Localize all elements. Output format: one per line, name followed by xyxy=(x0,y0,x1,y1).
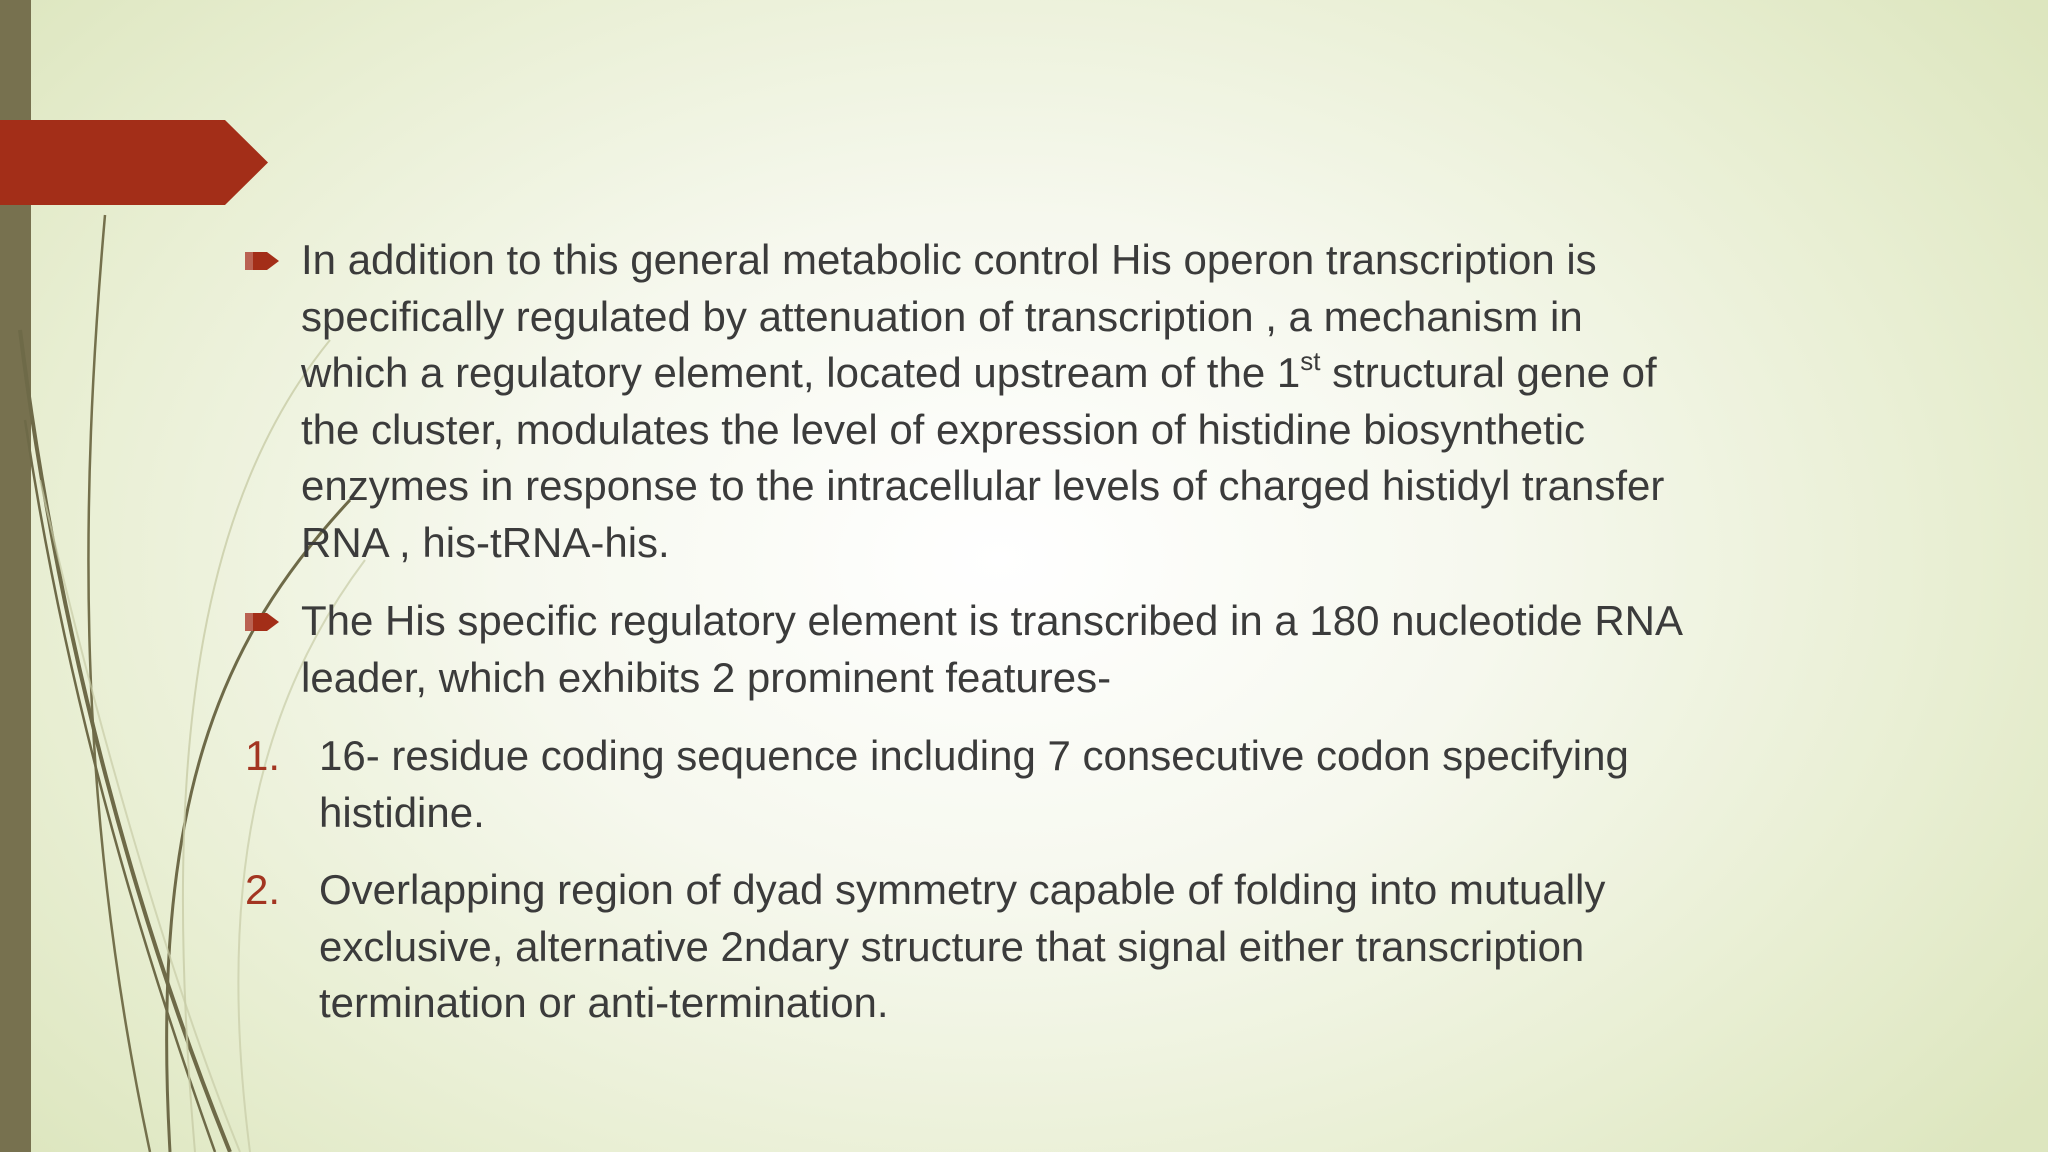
bullet-line: The His specific regulatory element is transcribed in a 180 nucleotide RNA xyxy=(301,597,1684,644)
arrow-bullet-icon xyxy=(245,611,281,633)
bullet-item xyxy=(245,232,1885,571)
bullet-item xyxy=(245,593,1885,706)
slide-body xyxy=(245,232,1885,1053)
item-number: 1. xyxy=(245,732,281,779)
bullet-line: the cluster, modulates the level of expression of histidine biosynthetic xyxy=(301,405,1586,453)
numbered-line: termination or anti-termination. xyxy=(319,979,889,1026)
numbered-line: Overlapping region of dyad symmetry capable of folding into mutually xyxy=(319,866,1606,913)
bullet-line: leader, which exhibits 2 prominent features- xyxy=(301,653,1112,701)
numbered-item xyxy=(245,728,1885,841)
bullet-line: In addition to this general metabolic control His operon transcription is xyxy=(301,236,1597,283)
bullet-line: specifically regulated by attenuation of transcription , a mechanism in xyxy=(301,292,1583,340)
numbered-item xyxy=(245,862,1885,1032)
numbered-line: histidine. xyxy=(319,788,485,836)
bullet-line: RNA , his-tRNA-his. xyxy=(301,518,670,566)
arrow-bullet-icon xyxy=(245,250,281,272)
numbered-line: 16- residue coding sequence including 7 consecutive codon specifying xyxy=(319,732,1629,779)
bullet-line: which a regulatory element, located upstream of the 1st structural gene of xyxy=(301,346,1657,396)
item-number: 2. xyxy=(245,866,281,913)
red-title-tab xyxy=(0,120,268,205)
numbered-line: exclusive, alternative 2ndary structure that signal either transcription xyxy=(319,922,1585,970)
bullet-line: enzymes in response to the intracellular levels of charged histidyl transfer xyxy=(301,462,1665,509)
